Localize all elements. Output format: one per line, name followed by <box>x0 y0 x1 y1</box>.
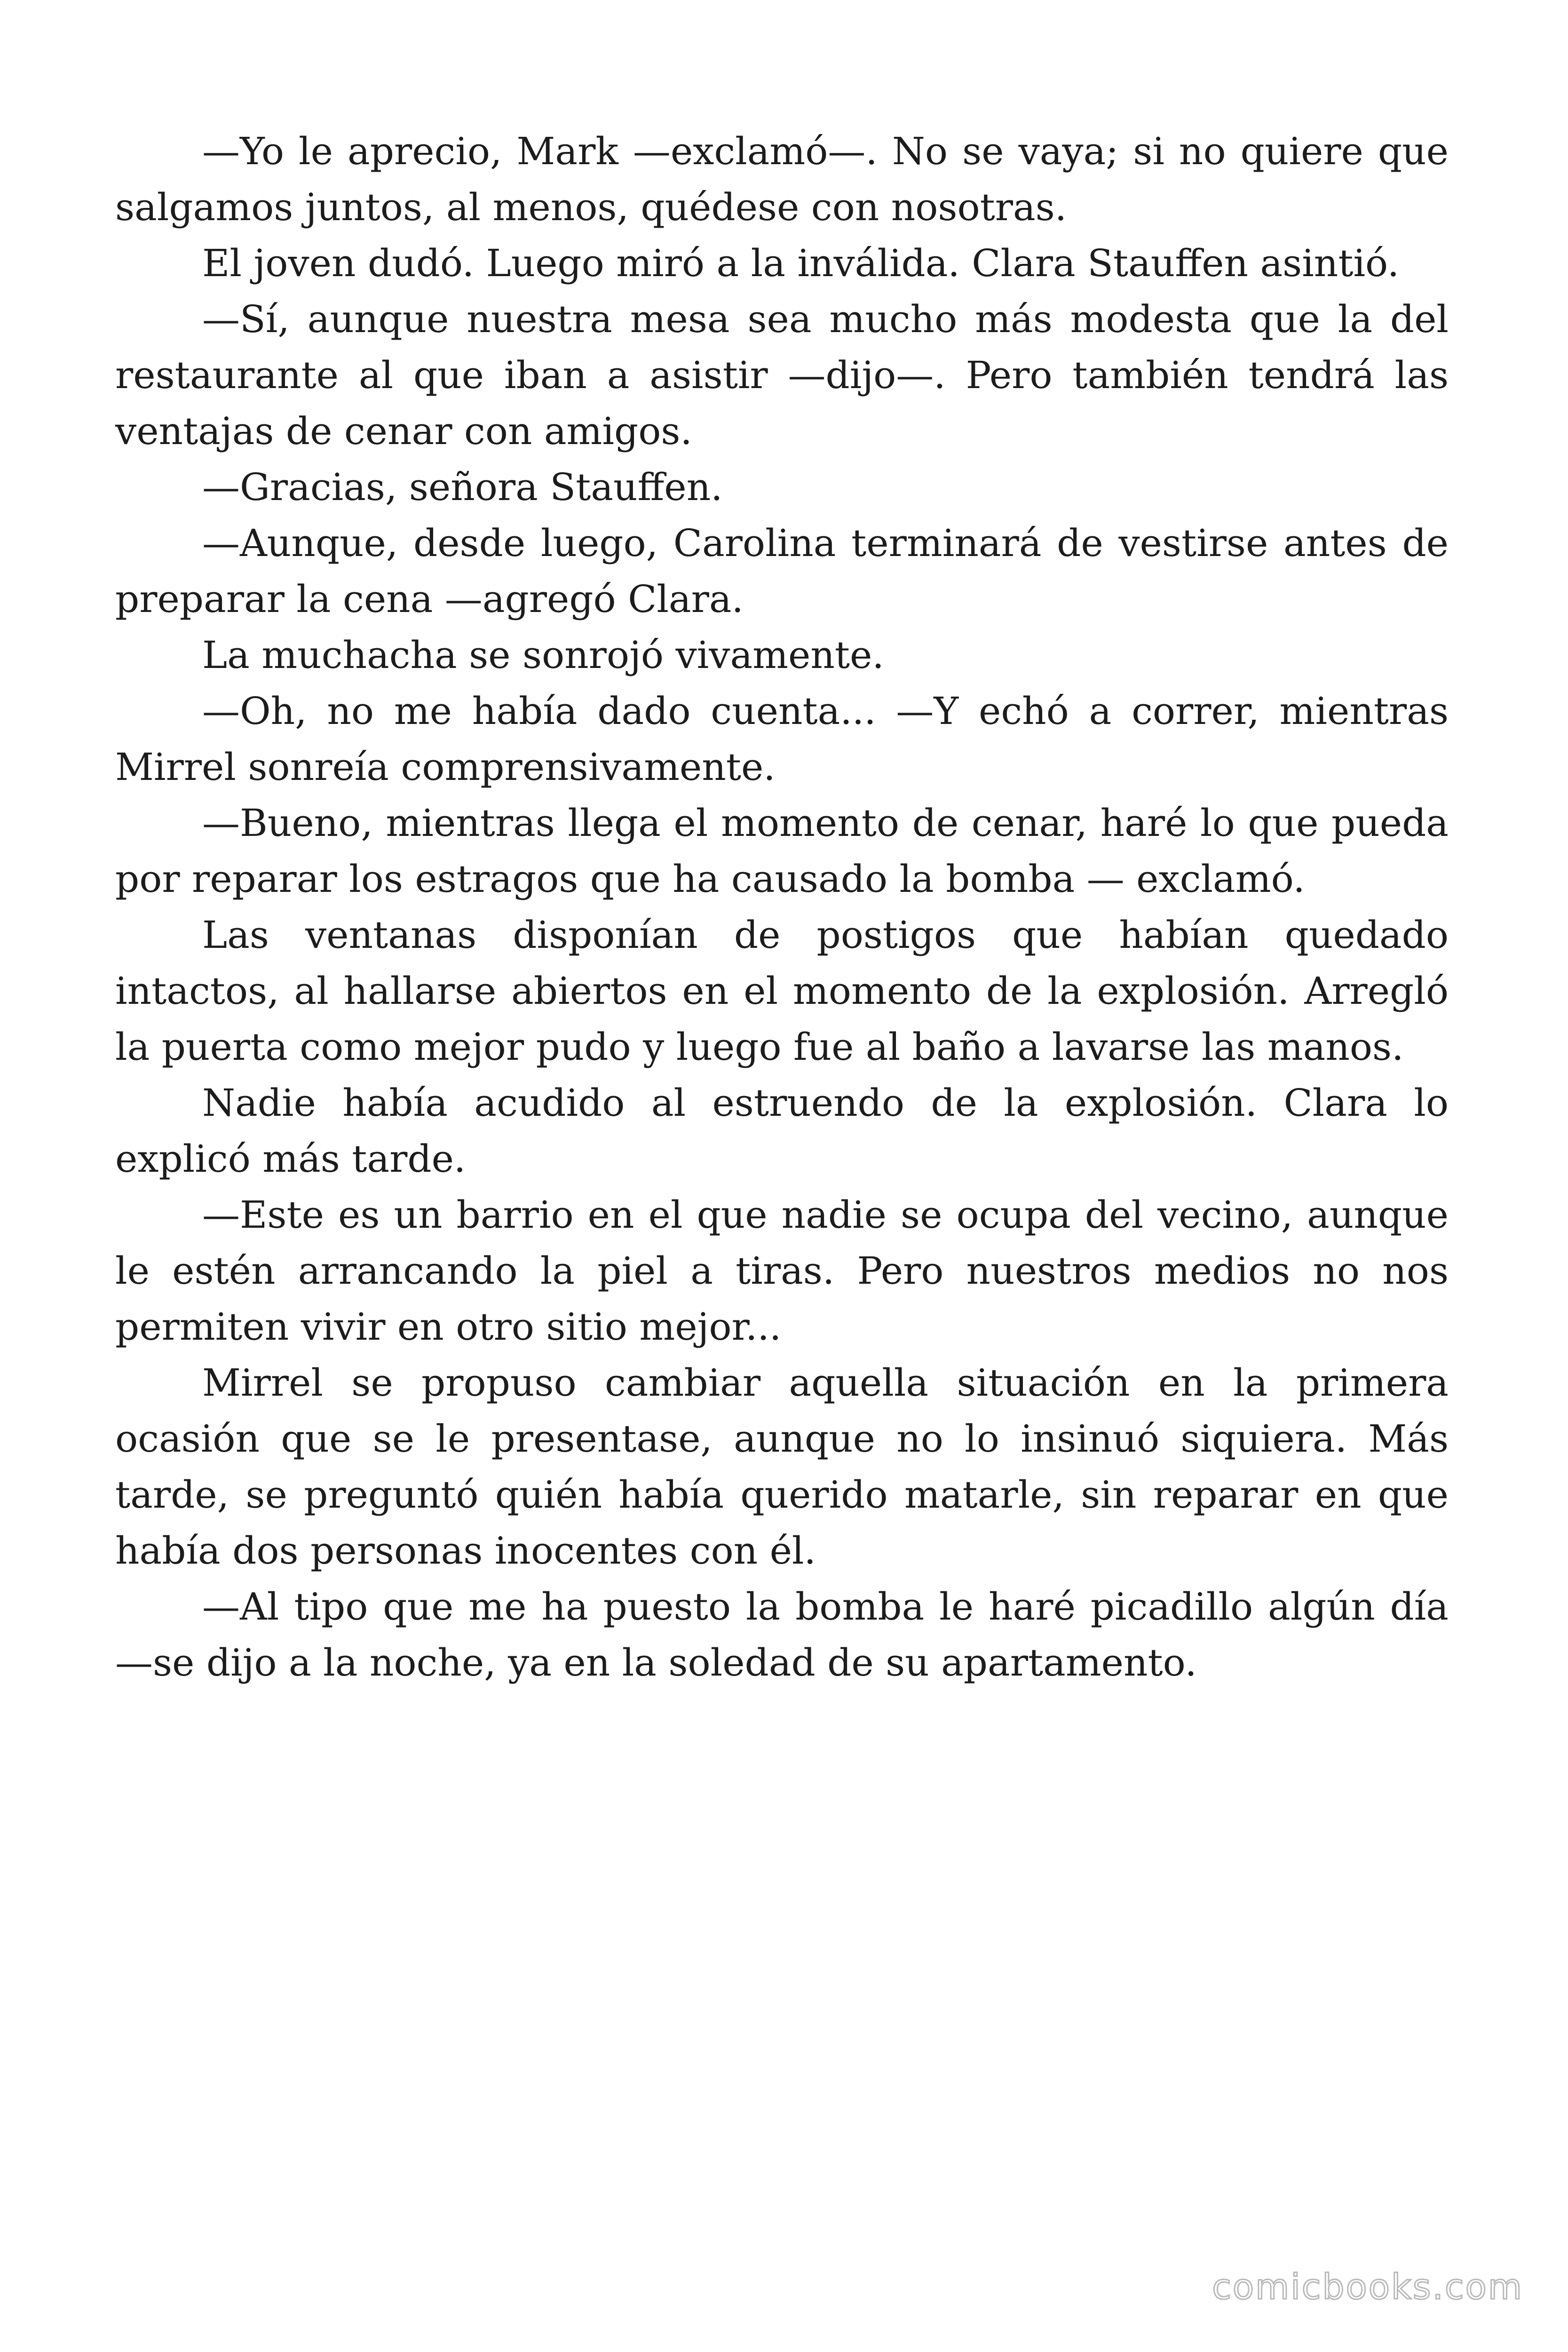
paragraph: —Este es un barrio en el que nadie se ocupa del vecino, aunque le estén arrancando la piel a tiras. Pero nuestros medios no nos permiten vivir en otro sitio mejor... <box>115 1193 1449 1349</box>
paragraph: Las ventanas disponían de postigos que habían quedado intactos, al hallarse abiertos en el momento de la explosión. Arregló la puerta como mejor pudo y luego fue al baño a lavarse las manos. <box>115 913 1449 1069</box>
paragraph: —Oh, no me había dado cuenta... —Y echó a correr, mientras Mirrel sonreía comprensivamente. <box>115 689 1449 789</box>
paragraph: —Al tipo que me ha puesto la bomba le haré picadillo algún día —se dijo a la noche, ya en la soledad de su apartamento. <box>115 1585 1449 1685</box>
paragraph: La muchacha se sonrojó vivamente. <box>202 633 884 677</box>
paragraph: —Bueno, mientras llega el momento de cenar, haré lo que pueda por reparar los estragos que ha causado la bomba — exclamó. <box>115 801 1449 901</box>
paragraph: —Sí, aunque nuestra mesa sea mucho más modesta que la del restaurante al que iban a asistir —dijo—. Pero también tendrá las ventajas de cenar con amigos. <box>115 297 1449 453</box>
paragraph: —Yo le aprecio, Mark —exclamó—. No se vaya; si no quiere que salgamos juntos, al menos, quédese con nosotras. <box>115 129 1449 229</box>
paragraph: Mirrel se propuso cambiar aquella situación en la primera ocasión que se le presentase, aunque no lo insinuó siquiera. Más tarde, se preguntó quién había querido matarle, sin reparar en que había dos personas inocentes con él. <box>115 1361 1449 1573</box>
paragraph: Nadie había acudido al estruendo de la explosión. Clara lo explicó más tarde. <box>115 1081 1449 1181</box>
paragraph: El joven dudó. Luego miró a la inválida. Clara Stauffen asintió. <box>202 241 1400 285</box>
paragraph: —Gracias, señora Stauffen. <box>202 465 723 509</box>
body-text <box>115 123 1449 1691</box>
paragraph: —Aunque, desde luego, Carolina terminará de vestirse antes de preparar la cena —agregó Clara. <box>115 521 1449 621</box>
watermark: comicbooks.com <box>1212 2267 1523 2307</box>
